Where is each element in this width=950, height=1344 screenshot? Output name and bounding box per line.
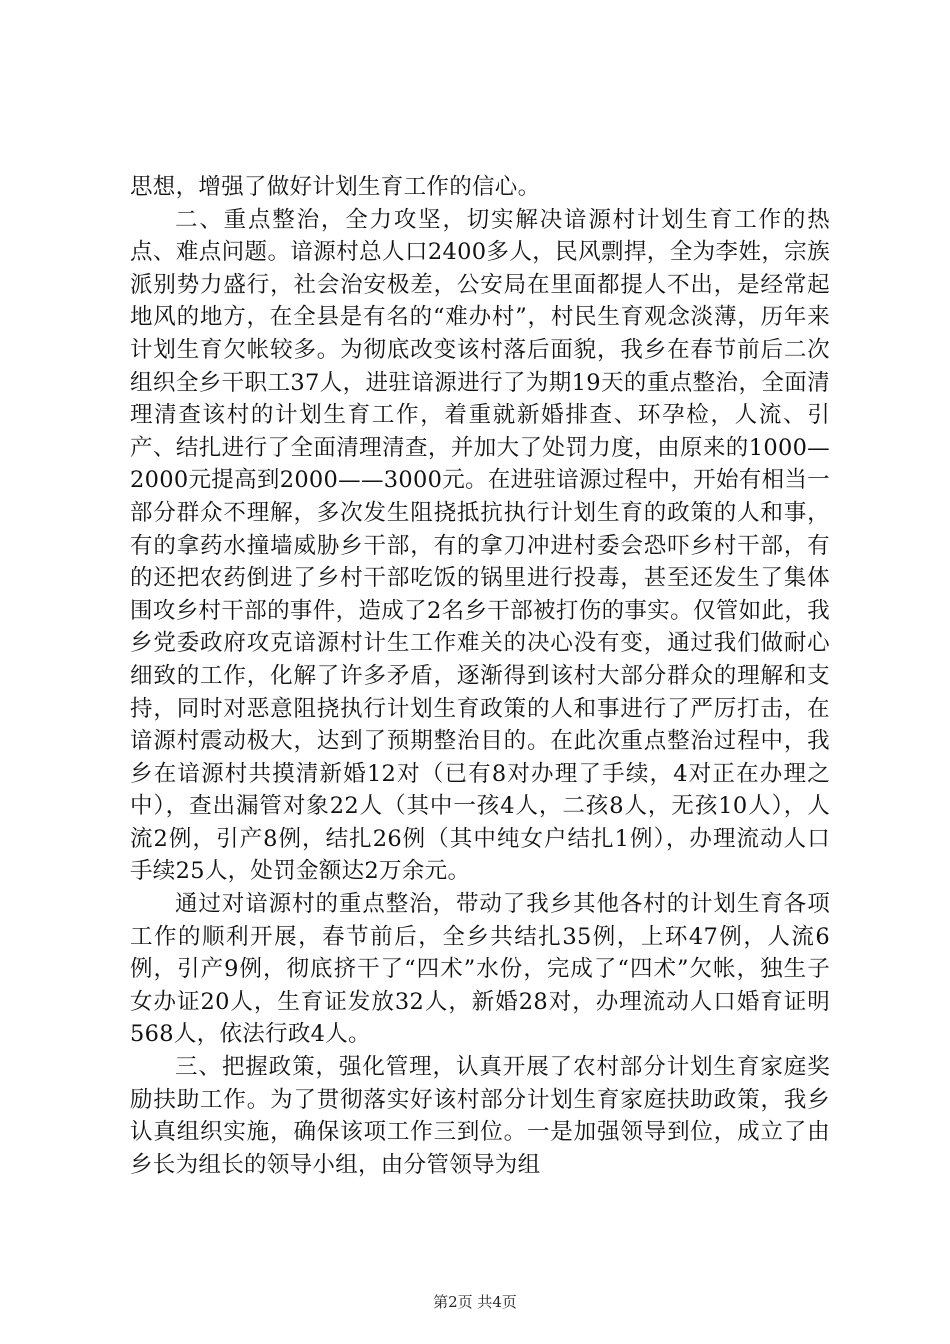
document-body <box>130 171 830 1181</box>
paragraph-summary: 通过对谙源村的重点整治，带动了我乡其他各村的计划生育各项工作的顺利开展，春节前后，全乡共结扎35例，上环47例，人流6例，引产9例，彻底挤干了“四术”水份，完成了“四术”欠帐，独生子女办证20人，生育证发放32人，新婚28对，办理流动人口婚育证明568人，依法行政4人。 <box>130 891 830 1048</box>
paragraph-section-three: 三、把握政策，强化管理，认真开展了农村部分计划生育家庭奖励扶助工作。为了贯彻落实好该村部分计划生育家庭扶助政策，我乡认真组织实施，确保该项工作三到位。一是加强领导到位，成立了由乡长为组长的领导小组，由分管领导为组 <box>130 1054 830 1178</box>
paragraph-continuation: 思想，增强了做好计划生育工作的信心。 <box>130 174 541 200</box>
paragraph-section-two: 二、重点整治，全力攻坚，切实解决谙源村计划生育工作的热点、难点问题。谙源村总人口2400多人，民风剽捍，全为李姓，宗族派别势力盛行，社会治安极差，公安局在里面都提人不出，是经常起地风的地方，在全县是有名的“难办村”，村民生育观念淡薄，历年来计划生育欠帐较多。为彻底改变该村落后面貌，我乡在春节前后二次组织全乡干职工37人，进驻谙源进行了为期19天的重点整治，全面清理清查该村的计划生育工作，着重就新婚排查、环孕检，人流、引产、结扎进行了全面清理清查，并加大了处罚力度，由原来的1000—2000元提高到2000——3000元。在进驻谙源过程中，开始有相当一部分群众不理解，多次发生阻挠抵抗执行计划生育的政策的人和事，有的拿药水撞墙威胁乡干部，有的拿刀冲进村委会恐吓乡村干部，有的还把农药倒进了乡村干部吃饭的锅里进行投毒，甚至还发生了集体围攻乡村干部的事件，造成了2名乡干部被打伤的事实。仅管如此，我乡党委政府攻克谙源村计生工作难关的决心没有变，通过我们做耐心细致的工作，化解了许多矛盾，逐渐得到该村大部分群众的理解和支持，同时对恶意阻挠执行计划生育政策的人和事进行了严厉打击，在谙源村震动极大，达到了预期整治目的。在此次重点整治过程中，我乡在谙源村共摸清新婚12对（已有8对办理了手续，4对正在办理之中），查出漏管对象22人（其中一孩4人，二孩8人，无孩10人），人流2例，引产8例，结扎26例（其中纯女户结扎1例），办理流动人口手续25人，处罚金额达2万余元。 <box>130 206 830 885</box>
page-footer: 第2页 共4页 <box>433 1293 517 1311</box>
